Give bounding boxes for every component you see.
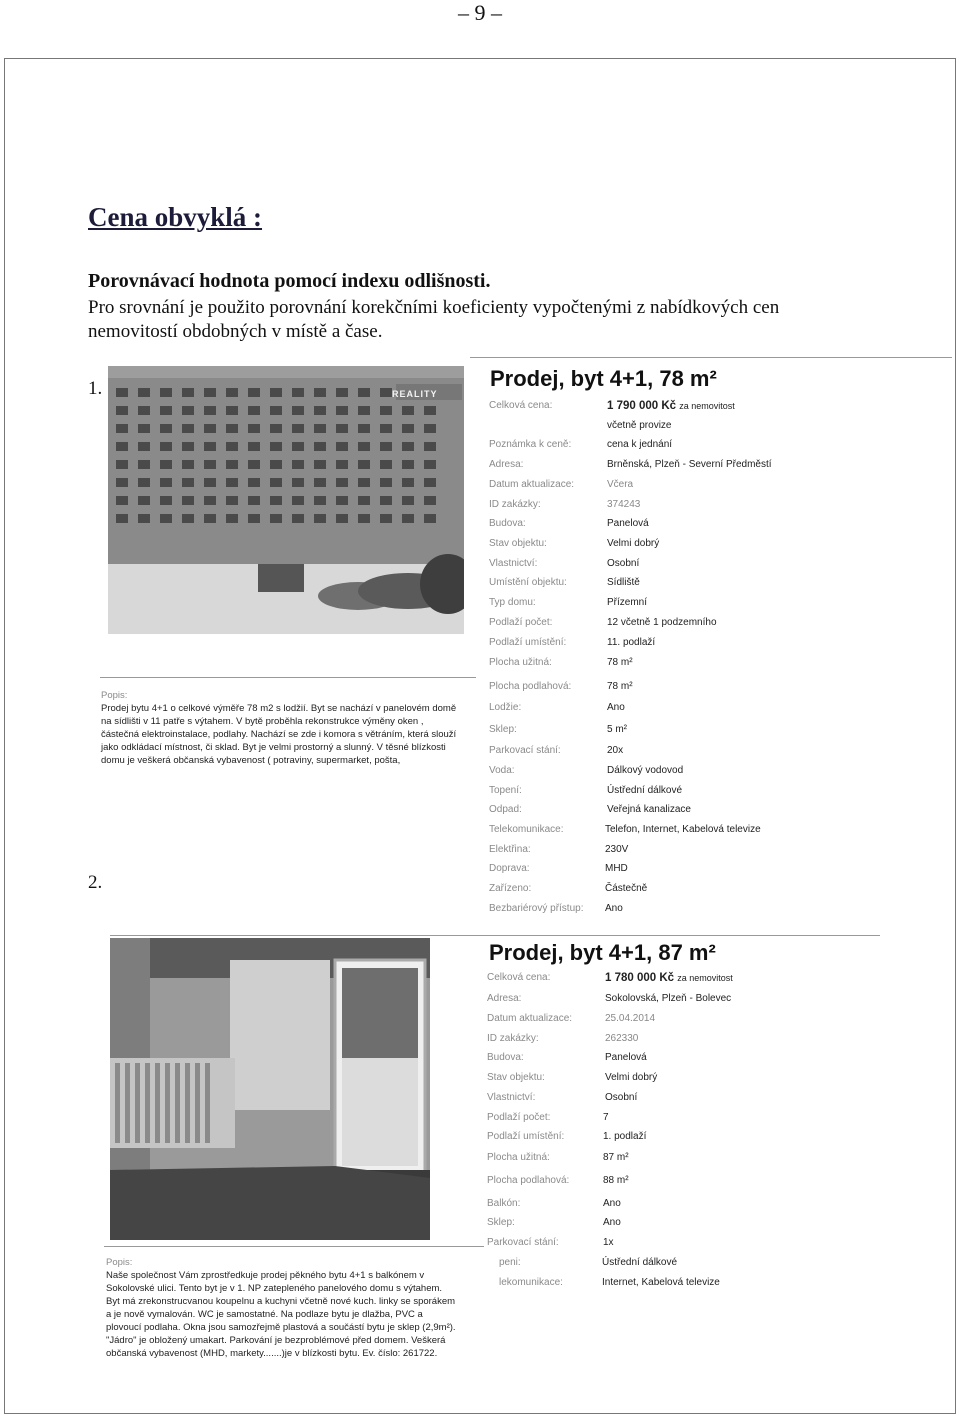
detail-label: Celková cena: [489,400,553,411]
price-suffix: za nemovitost [677,973,733,983]
detail-label: Stav objektu: [487,1072,545,1083]
detail-label: peni: [499,1257,521,1268]
detail-label: Vlastnictví: [489,558,538,569]
detail-value: Sídliště [607,577,640,588]
price-suffix: za nemovitost [679,401,735,411]
detail-value: Osobní [605,1092,638,1103]
detail-value: 20x [607,745,624,756]
apartment-building-photo [108,366,464,634]
detail-value: 262330 [605,1033,639,1044]
detail-label: Parkovací stání: [487,1237,559,1248]
detail-label: Poznámka k ceně: [489,439,572,450]
detail-label: Podlaží počet: [489,617,553,628]
listing-1-details [489,400,939,920]
listing-2-number: 2. [88,872,103,893]
detail-label: Vlastnictví: [487,1092,536,1103]
detail-value: 1x [603,1237,614,1248]
detail-label: Stav objektu: [489,538,547,549]
description-label: Popis: [106,1257,133,1268]
detail-label: Sklep: [489,724,517,735]
detail-label: ID zakázky: [487,1033,539,1044]
detail-label: Bezbariérový přístup: [489,903,584,914]
page-heading: Cena obvyklá : [88,202,263,232]
detail-label: Zařízeno: [489,883,532,894]
detail-label: Umístění objektu: [489,577,567,588]
detail-label: Voda: [489,765,515,776]
detail-value: Ano [603,1198,621,1209]
price-value: 1 790 000 Kč [607,400,677,412]
listing-2-description [106,1256,456,1360]
listing-1-description [101,689,461,767]
description-text: Naše společnost Vám zprostředkuje prodej pěkného bytu 4+1 s balkónem v Sokolovské ulici. Tento byt je v 1. NP zatepleného panelového domu s výtahem. Byt má zrekonstrucvanou koupelnu a kuchyni včetně nové kuch. linky se sporákem a je nově vymalován. WC je samostatné. Na podlaze bytu je dlažba, PVC a plovoucí podlaha. Okna jsou samozřejmě plastová a součástí bytu je sklep (2,9m²). "Jádro" je obložený umakart. Parkování je bezproblémové před domem. Veškerá občanská vybavenost (MHD, markety.......)je v blízkosti bytu. Ev. číslo: 261722. [106,1270,456,1359]
listing-2-title: Prodej, byt 4+1, 87 m² [489,940,716,965]
detail-value: MHD [605,863,628,874]
detail-value [605,972,733,984]
listing-1-photo [108,366,464,634]
detail-value: 78 m² [607,657,633,668]
detail-label: Elektřina: [489,844,531,855]
detail-label: Podlaží umístění: [487,1131,565,1142]
detail-value: 25.04.2014 [605,1013,656,1024]
detail-value: 1. podlaží [603,1131,647,1142]
detail-value: Ano [605,903,623,914]
apartment-interior-photo [110,938,430,1240]
page-number: – 9 – [458,0,502,25]
detail-value: Ano [607,702,625,713]
detail-value: Sokolovská, Plzeň - Bolevec [605,993,732,1004]
listing-2-details [487,972,937,1292]
detail-value: Osobní [607,558,640,569]
detail-label: Plocha užitná: [489,657,552,668]
detail-label: Adresa: [489,459,524,470]
detail-label: Datum aktualizace: [487,1013,573,1024]
detail-value: 78 m² [607,681,633,692]
detail-label: Odpad: [489,804,522,815]
detail-value: 87 m² [603,1152,629,1163]
detail-value: 12 včetně 1 podzemního [607,617,717,628]
detail-label: Parkovací stání: [489,745,561,756]
detail-label: Budova: [487,1052,524,1063]
detail-label: Adresa: [487,993,522,1004]
detail-label: Plocha podlahová: [487,1175,570,1186]
detail-value: Telefon, Internet, Kabelová televize [605,824,761,835]
listing-2-description-rule [104,1246,484,1247]
description-label: Popis: [101,690,128,701]
detail-label: Budova: [489,518,526,529]
detail-label: Plocha užitná: [487,1152,550,1163]
detail-label: Datum aktualizace: [489,479,575,490]
listing-2-photo [110,938,430,1240]
listing-1-number: 1. [88,378,103,399]
detail-value: Ústřední dálkové [607,785,683,796]
detail-value: Ústřední dálkové [602,1257,678,1268]
detail-label: Sklep: [487,1217,515,1228]
detail-label: lekomunikace: [499,1277,563,1288]
detail-value: Velmi dobrý [605,1072,658,1083]
detail-label: Telekomunikace: [489,824,564,835]
detail-value: 230V [605,844,629,855]
detail-value: Ano [603,1217,621,1228]
detail-value: 5 m² [607,724,627,735]
detail-label: Lodžie: [489,702,522,713]
detail-label: Celková cena: [487,972,551,983]
detail-value: Brněnská, Plzeň - Severní Předměstí [607,459,772,470]
detail-label: Balkón: [487,1198,521,1209]
listing-1-logo-text: REALITY [392,389,438,399]
description-text: Prodej bytu 4+1 o celkové výměře 78 m2 s lodžií. Byt se nachází v panelovém domě na sídlišti v 11 patře s výtahem. V bytě proběhla rekonstrukce výměny oken , částečná elektroinstalace, podlahy. Nachází se zde i komora s větráním, která slouží jako odkládací místnost, či sklad. Byt je velmi prostorný a slunný. V těsné blízkosti domu je veškerá občanská vybavenost ( potraviny, supermarket, pošta, [101,703,457,766]
detail-value: Panelová [607,518,649,529]
detail-label: ID zakázky: [489,499,541,510]
listing-2-top-rule [110,935,880,936]
detail-value: 7 [603,1112,609,1123]
intro-paragraph: Pro srovnání je použito porovnání korekčními koeficienty vypočtenými z nabídkových cen nemovitostí obdobných v místě a čase. [88,297,780,342]
section-subheading: Porovnávací hodnota pomocí indexu odlišnosti. [88,270,491,292]
detail-value: Veřejná kanalizace [607,804,691,815]
detail-value: 11. podlaží [607,637,656,648]
listing-1-description-rule [100,677,476,678]
listing-1-title: Prodej, byt 4+1, 78 m² [490,366,717,391]
detail-value: Panelová [605,1052,647,1063]
detail-label: Topení: [489,785,522,796]
detail-value: Částečně [605,883,648,894]
detail-label: Plocha podlahová: [489,681,572,692]
price-value: 1 780 000 Kč [605,972,675,984]
detail-value: Velmi dobrý [607,538,660,549]
detail-value: Přízemní [607,597,648,608]
detail-label: Typ domu: [489,597,536,608]
detail-value: Dálkový vodovod [607,765,684,776]
detail-value [607,400,735,412]
detail-value: Včera [607,479,634,490]
detail-label: Podlaží počet: [487,1112,551,1123]
detail-label: Podlaží umístění: [489,637,567,648]
listing-1-top-rule [470,357,952,358]
detail-label: Doprava: [489,863,530,874]
detail-value: včetně provize [607,420,672,431]
detail-value: 374243 [607,499,641,510]
detail-value: Internet, Kabelová televize [602,1277,720,1288]
detail-value: 88 m² [603,1175,629,1186]
detail-value: cena k jednání [607,439,673,450]
